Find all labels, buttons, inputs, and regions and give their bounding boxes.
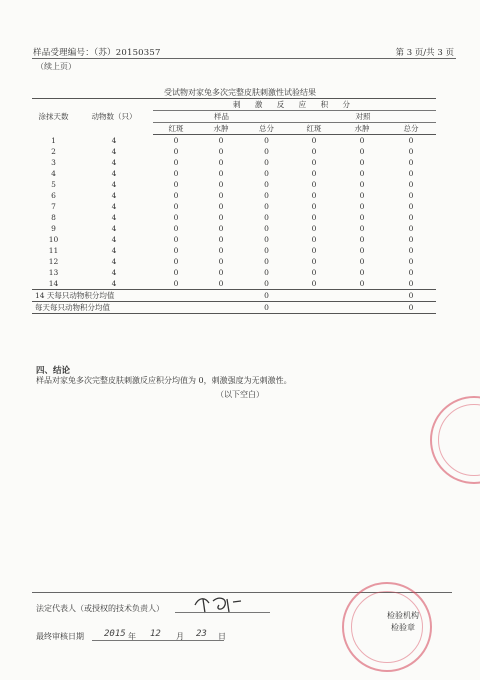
cell-day: 2: [51, 147, 56, 156]
cell-score: 0: [408, 268, 414, 277]
cell-score: 0: [359, 213, 365, 222]
cell-score: 0: [173, 213, 179, 222]
cell-score: 0: [408, 213, 414, 222]
table-row: [32, 135, 436, 147]
table-row: [32, 201, 436, 212]
cell-animals: 4: [111, 180, 117, 189]
table-row: [32, 223, 436, 234]
summary-label: 14 天每只动物积分均值: [32, 290, 153, 302]
cell-animals: 4: [111, 213, 117, 222]
cell-score: 0: [408, 158, 414, 167]
date-year: 2015: [104, 629, 126, 639]
cell-animals: 4: [111, 246, 117, 255]
cell-score: 0: [408, 147, 414, 156]
cell-score: 0: [359, 224, 365, 233]
cell-score: 0: [173, 202, 179, 211]
cell-score: 0: [218, 246, 224, 255]
subheader-edema: 水肿: [338, 123, 386, 135]
cell-day: 9: [51, 224, 56, 233]
official-seal-ring: [438, 404, 480, 476]
cell-day: 6: [51, 191, 56, 200]
cell-score: 0: [264, 213, 269, 222]
cell-score: 0: [264, 191, 269, 200]
cell-score: 0: [218, 224, 224, 233]
summary-label: 每天每只动物积分均值: [32, 302, 153, 314]
section-title: 四、结论: [36, 366, 71, 376]
summary-control-value: 0: [386, 302, 436, 314]
cell-score: 0: [218, 180, 224, 189]
cell-score: 0: [264, 279, 269, 288]
cell-score: 0: [218, 213, 224, 222]
cell-day: 3: [51, 158, 56, 167]
cell-score: 0: [408, 202, 414, 211]
cell-score: 0: [311, 180, 317, 189]
header-days: 涂抹天数: [32, 99, 75, 135]
cell-animals: 4: [111, 257, 117, 266]
year-unit: 年: [128, 632, 136, 641]
cell-score: 0: [218, 279, 224, 288]
cell-score: 0: [264, 147, 269, 156]
cell-score: 0: [408, 246, 414, 255]
cell-score: 0: [173, 158, 179, 167]
cell-score: 0: [218, 147, 224, 156]
cell-score: 0: [359, 180, 365, 189]
cell-day: 5: [51, 180, 56, 189]
table-row: [32, 179, 436, 190]
table-row: [32, 212, 436, 223]
cell-score: 0: [311, 191, 317, 200]
cell-animals: 4: [111, 268, 117, 277]
header-rule: [32, 58, 456, 59]
cell-score: 0: [311, 257, 317, 266]
cell-score: 0: [173, 268, 179, 277]
cell-score: 0: [218, 191, 224, 200]
cell-score: 0: [173, 257, 179, 266]
date-underline: [92, 640, 224, 641]
cell-day: 4: [51, 169, 56, 178]
cell-score: 0: [359, 279, 365, 288]
day-unit: 日: [218, 632, 226, 641]
result-table: [32, 98, 436, 314]
conclusion-text: 样品对家兔多次完整皮肤刺激反应积分均值为 0，刺激强度为无刺激性。: [36, 376, 292, 385]
signatory-label: 法定代表人（或授权的技术负责人）: [36, 604, 164, 613]
cell-score: 0: [264, 180, 269, 189]
cell-day: 7: [51, 202, 56, 211]
cell-score: 0: [359, 147, 365, 156]
cell-score: 0: [218, 169, 224, 178]
cell-score: 0: [173, 279, 179, 288]
org-line-1: 检验机构: [387, 611, 419, 620]
cell-score: 0: [218, 136, 224, 145]
header-score-group: 刺 激 反 应 积 分: [153, 99, 436, 111]
cell-animals: 4: [111, 235, 117, 244]
cell-score: 0: [359, 136, 365, 145]
continued-note: （续上页）: [36, 62, 76, 71]
summary-sample-value: 0: [243, 302, 290, 314]
org-line-2: 检验章: [391, 623, 415, 632]
cell-score: 0: [264, 169, 269, 178]
header-control-group: 对照: [290, 111, 436, 123]
table-row: [32, 157, 436, 168]
cell-score: 0: [311, 147, 317, 156]
table-row: [32, 234, 436, 245]
table-row: [32, 190, 436, 201]
table-title: 受试物对家兔多次完整皮肤刺激性试验结果: [164, 88, 316, 97]
inspection-org-label: [373, 610, 433, 634]
cell-score: 0: [264, 235, 269, 244]
cell-score: 0: [264, 202, 269, 211]
summary-control-value: 0: [386, 290, 436, 302]
cell-score: 0: [173, 180, 179, 189]
cell-score: 0: [408, 235, 414, 244]
blank-note: （以下空白）: [216, 390, 264, 399]
table-row: [32, 256, 436, 267]
cell-animals: 4: [111, 135, 117, 145]
cell-score: 0: [408, 191, 414, 200]
date-day: 23: [196, 629, 207, 639]
cell-score: 0: [311, 158, 317, 167]
subheader-total: 总分: [243, 123, 290, 135]
subheader-erythema: 红斑: [290, 123, 338, 135]
cell-animals: 4: [111, 202, 117, 211]
cell-score: 0: [408, 169, 414, 178]
cell-score: 0: [359, 202, 365, 211]
cell-score: 0: [173, 235, 179, 244]
table-row: [32, 278, 436, 290]
cell-score: 0: [359, 257, 365, 266]
cell-day: 11: [48, 246, 59, 255]
header-animals: 动物数（只）: [75, 99, 153, 135]
cell-day: 12: [48, 257, 59, 266]
cell-day: 1: [51, 135, 56, 145]
cell-score: 0: [264, 246, 269, 255]
table-row: [32, 245, 436, 256]
cell-score: 0: [218, 158, 224, 167]
cell-score: 0: [173, 224, 179, 233]
cell-score: 0: [359, 158, 365, 167]
summary-sample-value: 0: [243, 290, 290, 302]
cell-animals: 4: [111, 191, 117, 200]
cell-score: 0: [264, 224, 269, 233]
cell-score: 0: [408, 180, 414, 189]
cell-score: 0: [311, 169, 317, 178]
page-indicator: 第 3 页/共 3 页: [395, 48, 454, 58]
cell-score: 0: [218, 268, 224, 277]
cell-score: 0: [408, 279, 414, 288]
cell-score: 0: [173, 169, 179, 178]
cell-score: 0: [218, 257, 224, 266]
cell-animals: 4: [111, 147, 117, 156]
table-row: [32, 267, 436, 278]
cell-animals: 4: [111, 169, 117, 178]
cell-score: 0: [311, 279, 317, 288]
cell-score: 0: [311, 202, 317, 211]
cell-score: 0: [264, 257, 269, 266]
cell-score: 0: [359, 191, 365, 200]
cell-score: 0: [264, 158, 269, 167]
table-row: [32, 168, 436, 179]
cell-score: 0: [311, 246, 317, 255]
cell-score: 0: [408, 224, 414, 233]
cell-score: 0: [173, 147, 179, 156]
cell-score: 0: [311, 136, 317, 145]
cell-score: 0: [173, 136, 179, 145]
cell-score: 0: [218, 235, 224, 244]
subheader-erythema: 红斑: [153, 123, 199, 135]
cell-score: 0: [218, 202, 224, 211]
cell-day: 14: [48, 279, 59, 288]
cell-score: 0: [359, 246, 365, 255]
cell-animals: 4: [111, 224, 117, 233]
cell-score: 0: [311, 213, 317, 222]
month-unit: 月: [176, 632, 184, 641]
cell-score: 0: [264, 136, 269, 145]
cell-score: 0: [173, 191, 179, 200]
cell-score: 0: [359, 169, 365, 178]
cell-day: 10: [48, 235, 59, 244]
table-row: [32, 146, 436, 157]
cell-score: 0: [311, 224, 317, 233]
subheader-total: 总分: [386, 123, 436, 135]
sample-number: 样品受理编号：（苏）20150357: [33, 48, 161, 58]
cell-score: 0: [359, 268, 365, 277]
cell-animals: 4: [111, 279, 117, 288]
subheader-edema: 水肿: [199, 123, 243, 135]
table-body: [32, 135, 436, 290]
cell-score: 0: [359, 235, 365, 244]
header-sample-group: 样品: [153, 111, 290, 123]
cell-day: 8: [51, 213, 56, 222]
cell-score: 0: [311, 268, 317, 277]
cell-score: 0: [408, 136, 414, 145]
signature-line: [175, 612, 270, 613]
cell-animals: 4: [111, 158, 117, 167]
official-seal: [430, 396, 480, 484]
cell-score: 0: [264, 268, 269, 277]
cell-score: 0: [311, 235, 317, 244]
review-date-label: 最终审核日期: [36, 632, 84, 641]
date-month: 12: [150, 629, 161, 639]
cell-score: 0: [408, 257, 414, 266]
cell-day: 13: [48, 268, 59, 277]
cell-score: 0: [173, 246, 179, 255]
